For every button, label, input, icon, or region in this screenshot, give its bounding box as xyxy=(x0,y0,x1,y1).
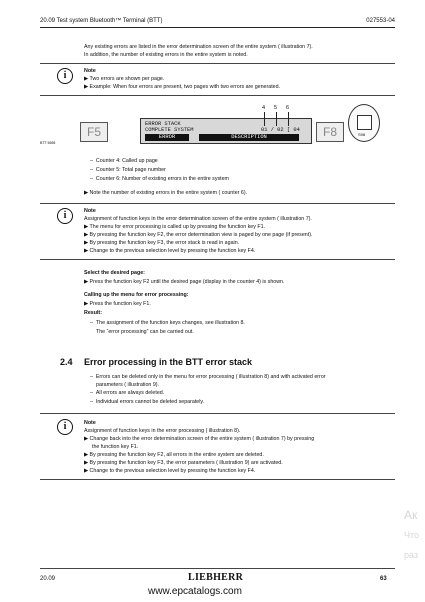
watermark-line-1: Ак xyxy=(404,508,418,522)
note3-item-2: ▶ By pressing the function key F2, all errors in the entire system are deleted. xyxy=(84,452,264,458)
lcd-line-2: COMPLETE SYSTEM xyxy=(145,127,194,133)
watermark-line-2: Что xyxy=(404,530,420,540)
calling-menu-heading: Calling up the menu for error processing: xyxy=(84,292,189,298)
counter-item-4: – Counter 4: Called up page xyxy=(90,158,158,164)
section-item-1: – Errors can be deleted only in the menu for error processing ( illustration 8) and with activated error xyxy=(90,374,326,380)
note3-item-4: ▶ Change to the previous selection level by pressing the function key F4. xyxy=(84,468,256,474)
section-item-3: – Individual errors cannot be deleted separately. xyxy=(90,399,205,405)
note3-item-1-cont: the function key F1. xyxy=(92,444,139,450)
note1-item-2: ▶ Example: When four errors are present, two pages with two errors are generated. xyxy=(84,84,281,90)
callout-4: 4 xyxy=(262,105,266,111)
counter-item-6: – Counter 6: Number of existing errors in the entire system xyxy=(90,176,229,182)
note3-intro: Assignment of function keys in the error processing ( illustration 8). xyxy=(84,428,241,434)
note2-rule-top xyxy=(40,203,395,204)
note2-title: Note xyxy=(84,208,96,214)
callout-6: 6 xyxy=(286,105,290,111)
note2-item-4: ▶ Change to the previous selection level by pressing the function key F4. xyxy=(84,248,256,254)
device-label: S98 xyxy=(358,132,366,137)
footer-url[interactable]: www.epcatalogs.com xyxy=(148,586,242,597)
section-item-2: – All errors are always deleted. xyxy=(90,390,165,396)
footer-left: 20.09 xyxy=(40,576,56,582)
header-rule xyxy=(40,27,395,28)
softkey-description: DESCRIPTION xyxy=(199,134,299,141)
info-icon: i xyxy=(57,68,73,84)
note1-title: Note xyxy=(84,68,96,74)
intro-line-1: Any existing errors are listed in the error determination screen of the entire system ( illustration 7). xyxy=(84,44,313,50)
counter-note: ▶ Note the number of existing errors in the entire system ( counter 6). xyxy=(84,190,248,196)
section-item-1-cont: parameters ( illustration 9). xyxy=(96,382,159,388)
note3-item-3: ▶ By pressing the function key F3, the error parameters ( illustration 9) are activated. xyxy=(84,460,283,466)
header-left: 20.09 Test system Bluetooth™ Terminal (BTT) xyxy=(40,18,163,24)
note3-rule-bottom xyxy=(40,479,395,480)
figure-code: BTT 5698 xyxy=(40,141,56,145)
result-line-1: – The assignment of the function keys changes, see illustration 8. xyxy=(90,320,245,326)
f8-key: F8 xyxy=(316,122,344,142)
note2-rule-bottom xyxy=(40,259,395,260)
note2-intro: Assignment of function keys in the error determination screen of the entire system ( illustration 7). xyxy=(84,216,312,222)
note2-item-3: ▶ By pressing the function key F3, the error stack is read in again. xyxy=(84,240,240,246)
callout-5: 5 xyxy=(274,105,278,111)
watermark-line-3: раз xyxy=(404,550,419,560)
select-page-heading: Select the desired page: xyxy=(84,270,145,276)
callout-line-6 xyxy=(288,112,289,126)
section-number: 2.4 xyxy=(60,357,73,367)
info-icon: i xyxy=(57,419,73,435)
counter-item-5: – Counter 5: Total page number xyxy=(90,167,166,173)
footer-rule xyxy=(40,568,395,569)
lcd-line-1: ERROR STACK xyxy=(145,121,181,127)
note3-title: Note xyxy=(84,420,96,426)
f5-key: F5 xyxy=(80,122,108,142)
lcd-counters: 01 / 02 [ 04 xyxy=(261,127,300,133)
section-title: Error processing in the BTT error stack xyxy=(84,357,253,367)
device-screen-icon xyxy=(357,115,372,130)
figure-btt-screen xyxy=(80,100,380,145)
result-label: Result: xyxy=(84,310,102,316)
note1-rule-top xyxy=(40,63,395,64)
intro-line-2: In addition, the number of existing errors in the entire system is noted. xyxy=(84,52,248,58)
note2-item-1: ▶ The menu for error processing is called up by pressing the function key F1. xyxy=(84,224,266,230)
liebherr-logo: LIEBHERR xyxy=(188,572,244,583)
note1-rule-bottom xyxy=(40,95,395,96)
select-page-step: ▶ Press the function key F2 until the desired page (display in the counter 4) is shown. xyxy=(84,279,285,285)
note2-item-2: ▶ By pressing the function key F2, the error determination view is paged by one page (if present). xyxy=(84,232,313,238)
note3-item-1: ▶ Change back into the error determination screen of the entire system ( illustration 7) by pressing xyxy=(84,436,315,442)
header-right: 027553-04 xyxy=(366,18,395,24)
page-number: 63 xyxy=(380,576,387,582)
note3-rule-top xyxy=(40,413,395,414)
callout-line-5 xyxy=(276,112,277,126)
calling-menu-step: ▶ Press the function key F1. xyxy=(84,301,151,307)
lcd-display xyxy=(140,118,312,144)
callout-line-4 xyxy=(264,112,265,126)
result-line-2: The “error processing” can be carried out. xyxy=(96,329,194,335)
note1-item-1: ▶ Two errors are shown per page. xyxy=(84,76,165,82)
softkey-error: ERROR xyxy=(145,134,189,141)
device-thumbnail xyxy=(348,104,380,142)
info-icon: i xyxy=(57,208,73,224)
